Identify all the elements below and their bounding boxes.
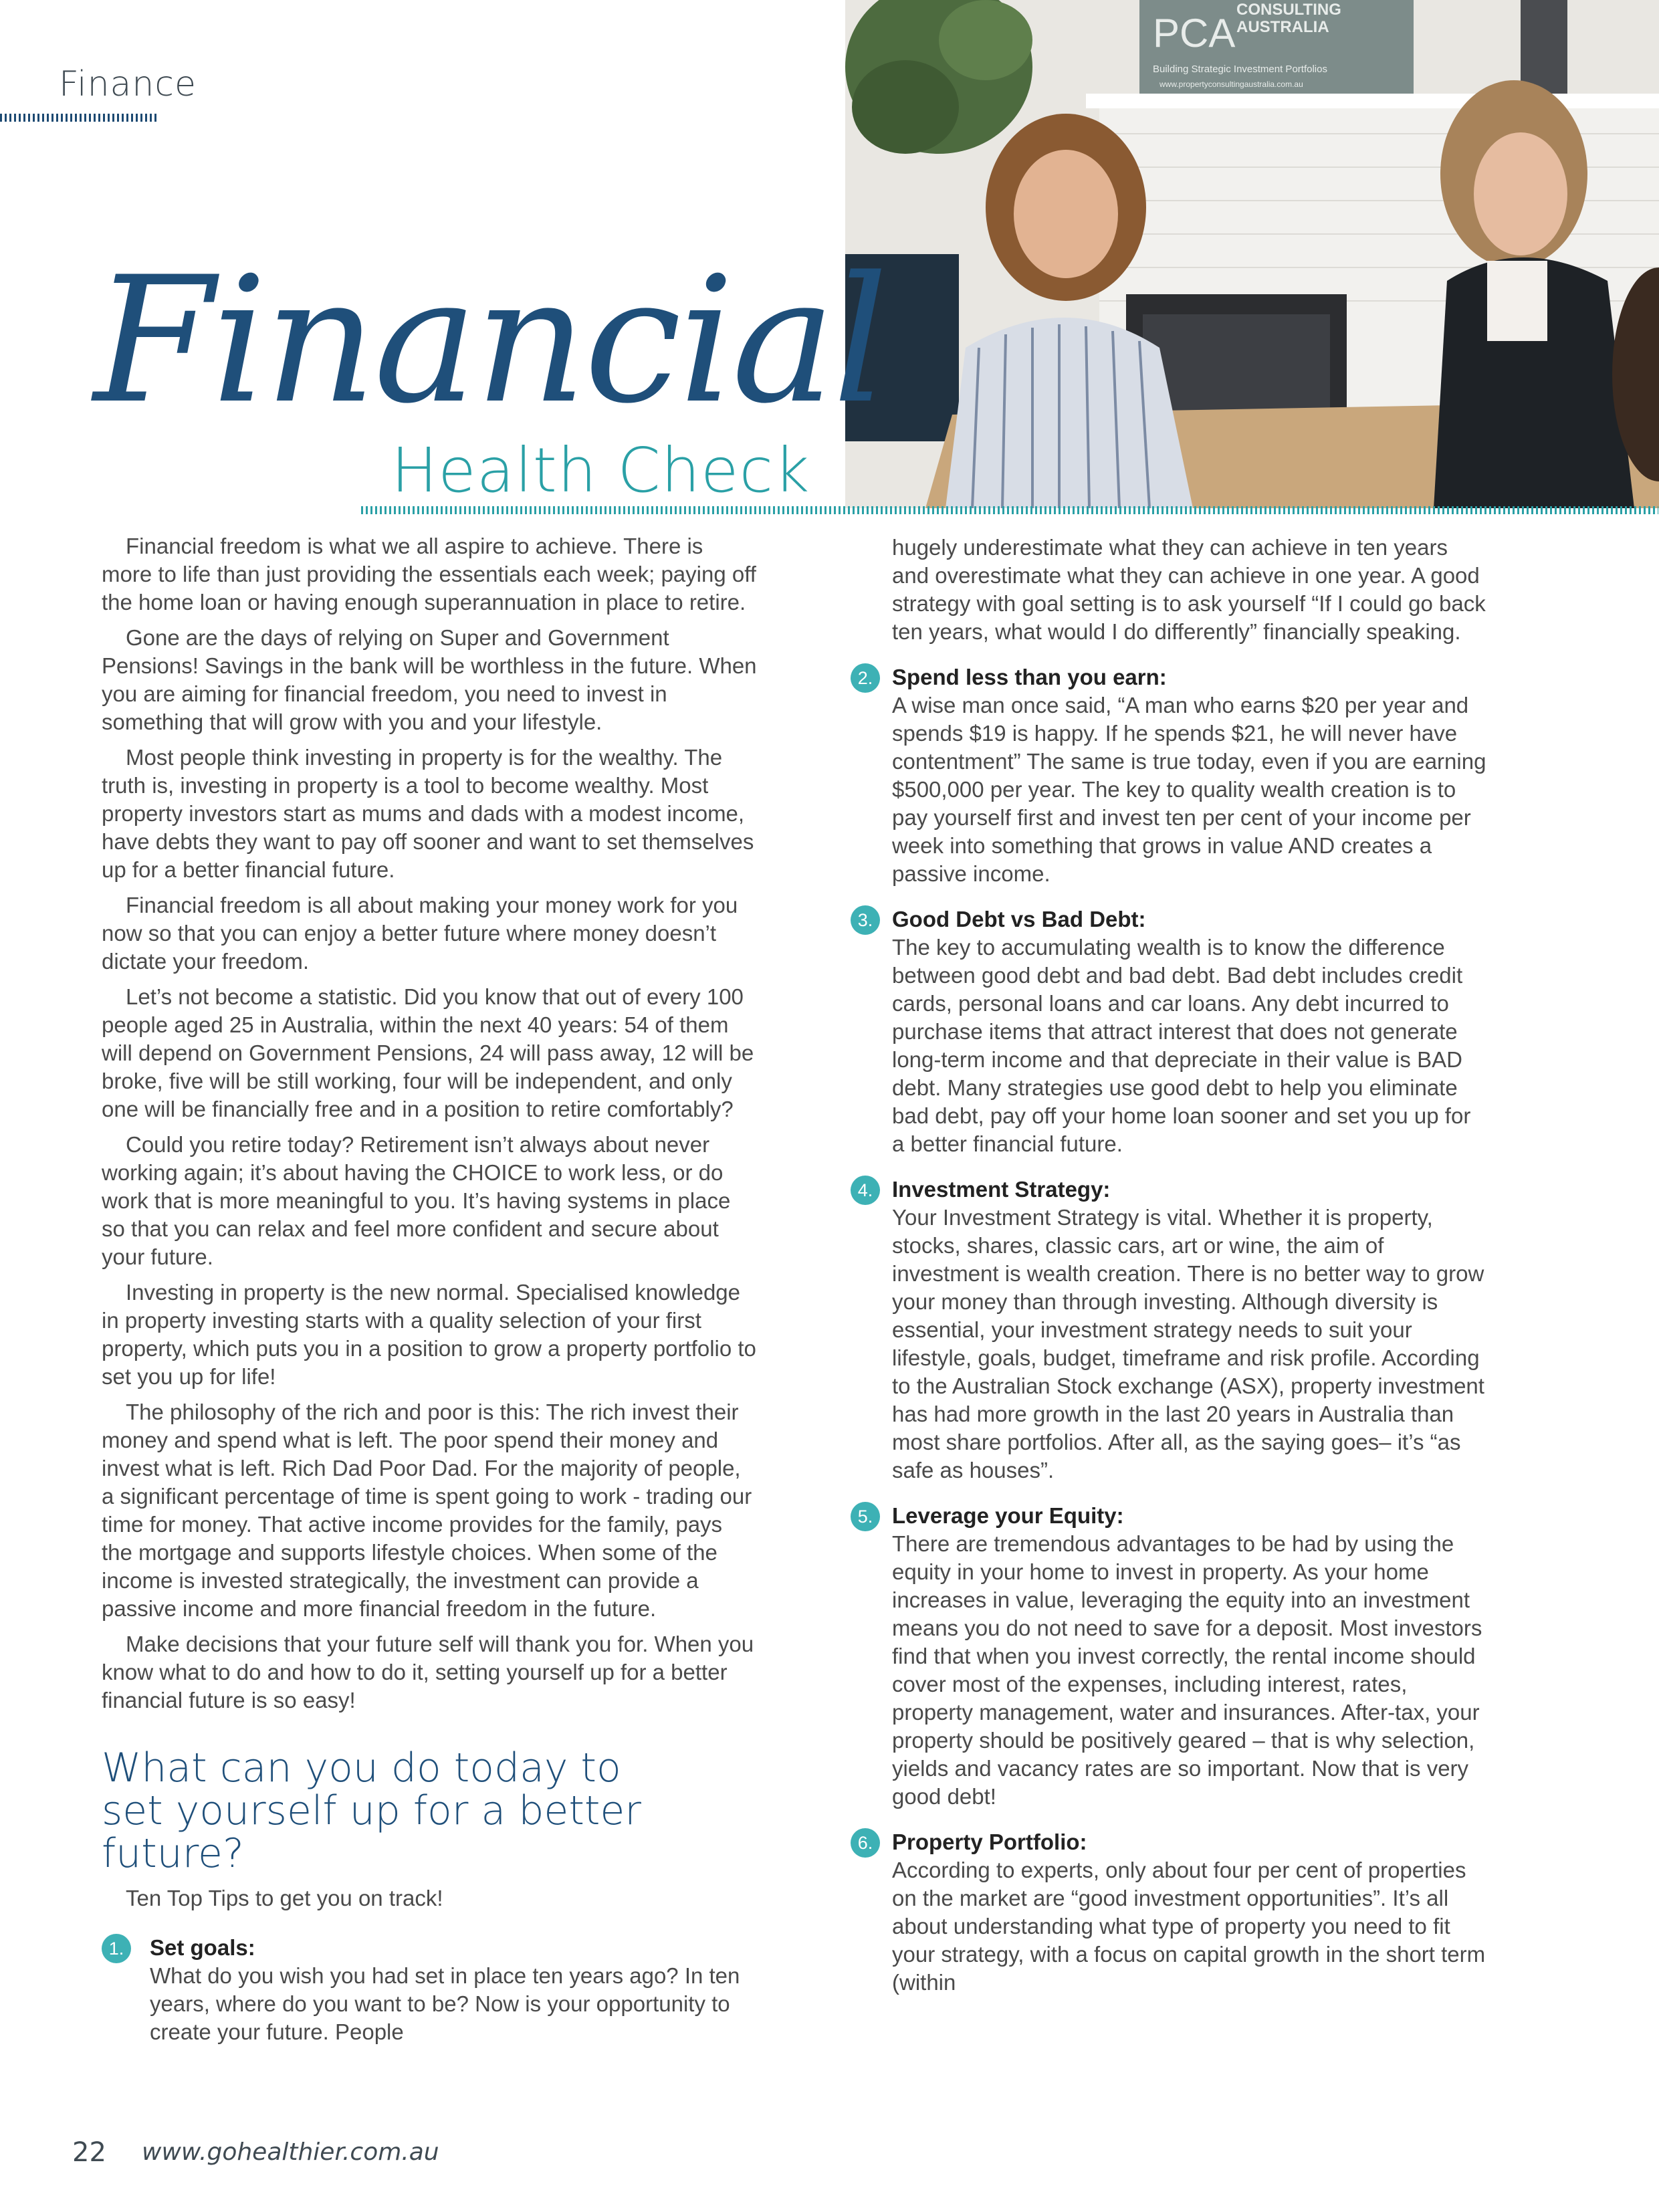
tip-item xyxy=(102,1934,757,2046)
tip-number-badge: 4. xyxy=(851,1176,880,1205)
tip-item xyxy=(857,1502,1487,1811)
body-paragraph: Make decisions that your future self will thank you for. When you know what to do and how to do it, setting yourself up for a better financial future is so easy! xyxy=(102,1632,754,1712)
svg-text:CONSULTING: CONSULTING xyxy=(1236,1,1341,19)
body-paragraph: Let’s not become a statistic. Did you know that out of every 100 people aged 25 in Australia, within the next 40 years: 54 of them will depend on Government Pensions, 24 will pass away, 12 will be broke, five will be still working, four will be independent, and only one will be financially free and in a position to retire comfortably? xyxy=(102,984,754,1121)
tip-item xyxy=(857,905,1487,1158)
footer-url: www.gohealthier.com.au xyxy=(142,2138,439,2166)
tip-body: A wise man once said, “A man who earns $20 per year and spends $19 is happy. If he spends $21, he will never have contentment” The same is true today, even if you are earning $500,000 per year. The key to quality wealth creation is to pay yourself first and invest ten per cent of your income per week into something that grows in value AND creates a passive income. xyxy=(892,693,1486,886)
tip-body: Your Investment Strategy is vital. Whether it is property, stocks, shares, classic cars, art or wine, the aim of investment is wealth creation. There is no better way to grow your money than through investing. Although diversity is essential, your investment strategy needs to suit your lifestyle, goals, budget, timeframe and risk profile. According to the Australian Stock exchange (ASX), property investment has had more growth in the last 20 years in Australia than most share portfolios. After all, as the saying goes– it’s “as safe as houses”. xyxy=(892,1205,1484,1482)
tip-item xyxy=(857,663,1487,888)
svg-text:www.propertyconsultingaustrali: www.propertyconsultingaustralia.com.au xyxy=(1159,80,1303,89)
tip-body: The key to accumulating wealth is to know the difference between good debt and bad debt. Bad debt includes credit cards, personal loans and car loans. Any debt incurred to purchase items that attract interest that does not generate long-term income and that depreciate in their value is BAD debt. Many strategies use good debt to help you eliminate bad debt, pay off your home loan sooner and set you up for a better financial future. xyxy=(892,935,1471,1156)
body-paragraph: Could you retire today? Retirement isn’t always about never working again; it’s about having the CHOICE to work less, or do work that is more meaningful to you. It’s having systems in place so that you can relax and feel more confident and secure about your future. xyxy=(102,1132,731,1269)
tip-title: Good Debt vs Bad Debt: xyxy=(892,907,1146,931)
body-paragraph: The philosophy of the rich and poor is this: The rich invest their money and spend what is left. The poor spend their money and invest what is left. Rich Dad Poor Dad. For the majority of people, a significant percentage of time is spent going to work - trading our time for money. That active income provides for the family, pays the mortgage and supports lifestyle choices. When some of the income is invested strategically, the investment can provide a passive income and more financial freedom in the future. xyxy=(102,1400,752,1621)
title-divider xyxy=(361,506,1658,514)
tip-title: Spend less than you earn: xyxy=(892,665,1167,689)
hero-photo xyxy=(845,0,1659,508)
svg-text:AUSTRALIA: AUSTRALIA xyxy=(1236,18,1329,36)
tip-item xyxy=(857,1828,1487,1997)
tip-title: Set goals: xyxy=(150,1935,255,1960)
tip-title: Investment Strategy: xyxy=(892,1177,1111,1202)
body-paragraph: Most people think investing in property is for the wealthy. The truth is, investing in property is a tool to become wealthy. Most property investors start as mums and dads with a modest income, have debts they want to pay off sooner and want to set themselves up for a better financial future. xyxy=(102,745,754,882)
body-paragraph: Financial freedom is all about making your money work for you now so that you can enjoy a better future where money doesn’t dictate your freedom. xyxy=(102,893,738,974)
tip-title: Leverage your Equity: xyxy=(892,1503,1124,1528)
tip-number-badge: 6. xyxy=(851,1828,880,1858)
section-divider xyxy=(0,114,156,122)
tip-number-badge: 1. xyxy=(102,1934,131,1963)
left-column xyxy=(102,532,757,2064)
svg-text:Building Strategic Investment: Building Strategic Investment Portfolios xyxy=(1153,64,1327,75)
tip-item xyxy=(857,1176,1487,1484)
body-paragraph: Gone are the days of relying on Super and Government Pensions! Savings in the bank will be worthless in the future. When you are aiming for financial freedom, you need to invest in something that will grow with you and your lifestyle. xyxy=(102,625,757,734)
body-paragraph: Investing in property is the new normal. Specialised knowledge in property investing starts with a quality selection of your first property, which puts you in a position to grow a property portfolio to set you up for life! xyxy=(102,1280,756,1389)
tip-body: What do you wish you had set in place ten years ago? In ten years, where do you want to be? Now is your opportunity to create your future. People xyxy=(150,1963,740,2044)
tips-heading: What can you do today to set yourself up for a better future? xyxy=(102,1745,641,1877)
tip-body: There are tremendous advantages to be had by using the equity in your home to invest in property. As your home increases in value, leveraging the equity into an investment means you do not need to save for a deposit. Most investors find that when you invest correctly, the rental income should cover most of the expenses, including interest, rates, property management, water and insurances. After-tax, your property should be positively geared – that is why selection, yields and vacancy rates are so important. Now that is very good debt! xyxy=(892,1531,1482,1809)
article-subtitle: Health Check xyxy=(391,435,810,506)
continuation-paragraph: hugely underestimate what they can achieve in ten years and overestimate what they can achieve in one year. A good strategy with goal setting is to ask yourself “If I could go back ten years, what would I do differently” financially speaking. xyxy=(892,535,1486,644)
tip-body: According to experts, only about four per cent of properties on the market are “good investment opportunities”. It’s all about understanding what type of property you need to fit your strategy, with a focus on capital growth in the short term (within xyxy=(892,1858,1486,1995)
tip-number-badge: 2. xyxy=(851,663,880,693)
section-label: Finance xyxy=(59,64,197,104)
page-number: 22 xyxy=(72,2137,106,2168)
tip-number-badge: 3. xyxy=(851,905,880,935)
tips-intro: Ten Top Tips to get you on track! xyxy=(126,1886,443,1910)
tip-number-badge: 5. xyxy=(851,1502,880,1531)
sign-logo: PCA xyxy=(1153,11,1236,56)
article-title: Financial xyxy=(94,240,886,442)
body-paragraph: Financial freedom is what we all aspire to achieve. There is more to life than just providing the essentials each week; paying off the home loan or having enough superannuation in place to retire. xyxy=(102,534,756,615)
tip-title: Property Portfolio: xyxy=(892,1830,1087,1854)
right-column xyxy=(857,534,1487,2014)
